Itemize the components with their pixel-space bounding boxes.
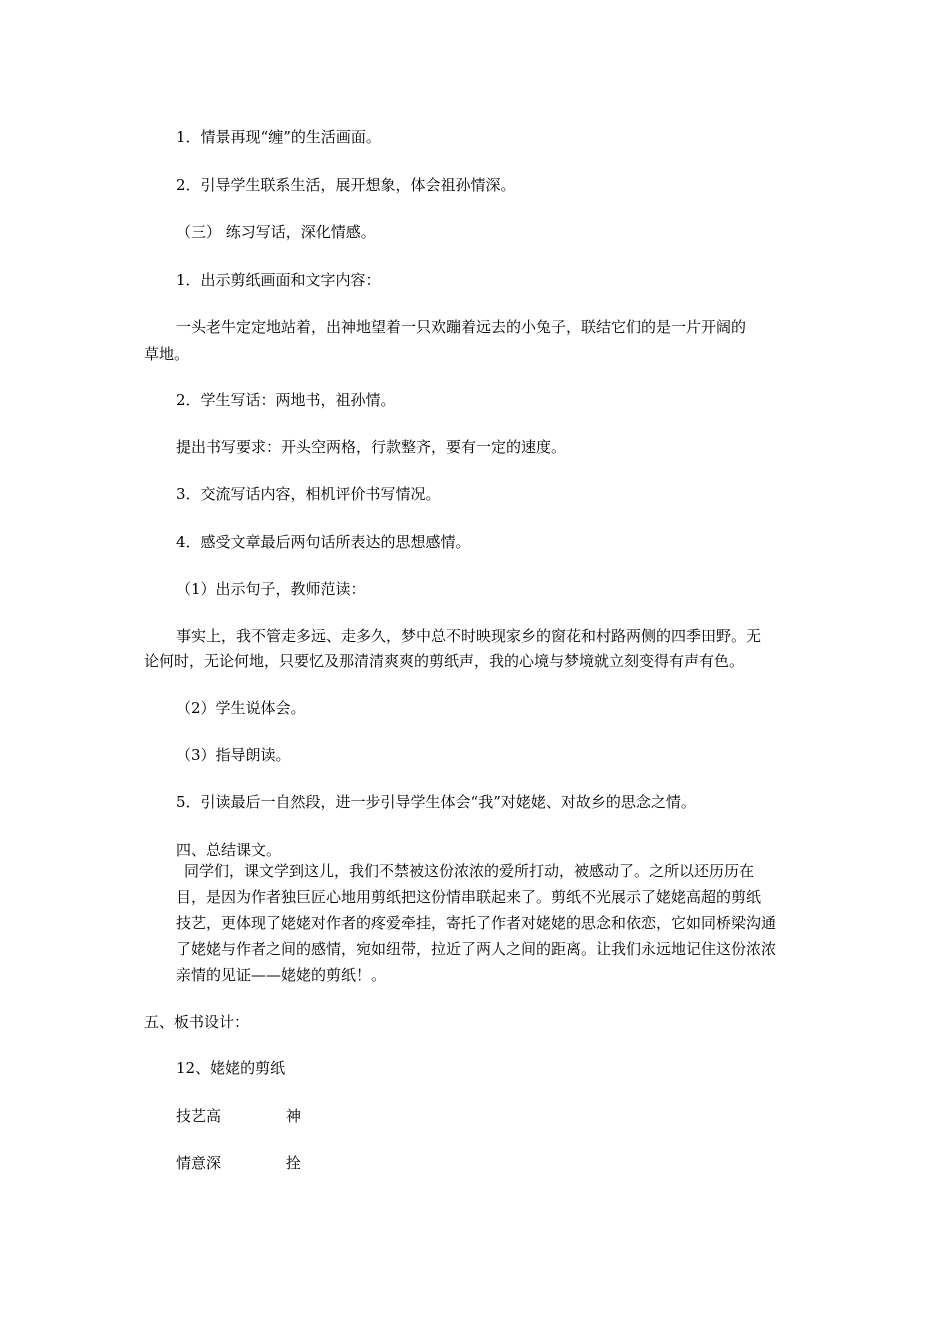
board-row-2 [176,1153,302,1173]
summary-line: 同学们，课文学到这儿，我们不禁被这份浓浓的爱所打动，被感动了。之所以还历历在 [184,862,755,880]
item-1: 1．情景再现“缠”的生活画面。 [176,128,381,146]
quote-1-line-2: 草地。 [144,345,190,363]
summary-paragraph [176,858,810,988]
summary-line: 技艺，更体现了姥姥对作者的疼爱牵挂，寄托了作者对姥姥的思念和依恋，它如同桥梁沟通 [176,914,777,932]
item-2: 2．引导学生联系生活，展开想象，体会祖孙情深。 [176,176,516,194]
board-row-2-left: 情意深 [176,1154,222,1172]
sub-item-1: （1）出示句子，教师范读： [176,580,366,598]
quote-2-line-2: 论何时，无论何地，只要忆及那清清爽爽的剪纸声，我的心境与梦境就立刻变得有声有色。 [144,652,745,670]
board-row-2-right: 拴 [286,1154,302,1172]
writing-requirement: 提出书写要求：开头空两格，行款整齐，要有一定的速度。 [176,438,567,456]
summary-line: 亲情的见证——姥姥的剪纸！。 [176,966,387,984]
board-title: 12、姥姥的剪纸 [176,1059,286,1077]
item-3-2: 2．学生写话：两地书，祖孙情。 [176,391,396,409]
board-row-1-right: 神 [286,1107,302,1125]
summary-line: 目，是因为作者独巨匠心地用剪纸把这份情串联起来了。剪纸不光展示了姥姥高超的剪纸 [176,888,762,906]
item-3-3: 3．交流写话内容，相机评价书写情况。 [176,485,441,503]
section-3-heading: （三） 练习写话，深化情感。 [176,223,376,241]
item-3-4: 4．感受文章最后两句话所表达的思想感情。 [176,533,471,551]
quote-1-line-1: 一头老牛定定地站着，出神地望着一只欢蹦着远去的小兔子，联结它们的是一片开阔的 [176,318,747,336]
section-5-heading: 五、板书设计： [144,1013,250,1031]
board-row-1-left: 技艺高 [176,1107,222,1125]
item-3-5: 5．引读最后一自然段，进一步引导学生体会“我”对姥姥、对故乡的思念之情。 [176,793,696,811]
quote-2-line-1: 事实上，我不管走多远、走多久，梦中总不时映现家乡的窗花和村路两侧的四季田野。无 [176,627,762,645]
sub-item-3: （3）指导朗读。 [176,746,291,764]
section-4-heading: 四、总结课文。 [176,841,282,859]
item-3-1: 1．出示剪纸画面和文字内容： [176,271,381,289]
sub-item-2: （2）学生说体会。 [176,699,306,717]
summary-line: 了姥姥与作者之间的感情，宛如纽带，拉近了两人之间的距离。让我们永远地记住这份浓浓 [176,940,777,958]
board-row-1 [176,1106,302,1126]
